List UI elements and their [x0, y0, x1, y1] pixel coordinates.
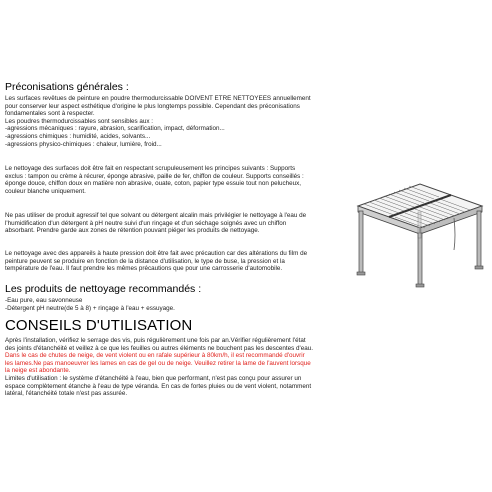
produit-text — [5, 212, 306, 235]
text-line: -Eau pure, eau savonneuse — [5, 297, 83, 304]
text-line: des joints d'étanchéité et veillez à ce que les feuilles ou autres éléments ne bouchent pas les descentes d'eau. — [5, 344, 314, 352]
pergola-illustration — [350, 178, 488, 288]
nettoyage-text — [5, 165, 304, 195]
pression-text — [5, 250, 307, 273]
text-line: -agressions chimiques : humidité, acides, solvants... — [5, 132, 151, 140]
text-line: couleur blanche uniquement. — [5, 187, 86, 195]
text-line: Après l'installation, vérifiez le serrage des vis, puis régulièrement une fois par an.Vérifier régulièrement l'état — [5, 337, 306, 344]
text-line: fondamentales sont à respecter. — [5, 110, 95, 118]
text-line: absorbant. Prendre garde aux zones de rétention pouvant piéger les produits de nettoyage. — [5, 227, 260, 235]
text-line: Le nettoyage des surfaces doit être fait en respectant scrupuleusement les principes suivants : Supports — [5, 165, 296, 172]
text-line: pour conserver leur aspect esthétique d'origine le plus longtemps possible. Cependant des préconisations — [5, 102, 300, 110]
produits-title: Les produits de nettoyage recommandés : — [5, 283, 202, 295]
text-line: éponge douce, chiffon doux en matière non abrasive, ouate, coton, papier type essuie tout non pelucheux, — [5, 180, 302, 188]
text-line: -Détergent pH neutre(de 5 à 8) + rinçage à l'eau + essuyage. — [5, 304, 175, 312]
text-line: Le nettoyage avec des appareils à haute pression doit être fait avec précaution car des altérations du film de — [5, 250, 308, 257]
text-line: Les poudres thermodurcissables sont sensibles aux : — [5, 117, 154, 125]
text-line: Les surfaces revêtues de peinture en poudre thermodurcissable DOIVENT ETRE NETTOYEES annuellement — [5, 95, 311, 102]
text-line: Limites d'utilisation : le système d'étanchéité à l'eau, bien que performant, n'est pas conçu pour assurer un — [5, 375, 302, 382]
text-line: espace complètement étanche à l'eau de type véranda. En cas de fortes pluies ou de vent violent, notamment — [5, 382, 312, 390]
text-line: température de l'eau. Il faut prendre les mêmes précautions que pour une carrosserie d'automobile. — [5, 265, 283, 273]
conseils-text — [5, 337, 313, 352]
text-line: latéral, l'étanchéité totale n'est pas assurée. — [5, 390, 128, 398]
text-line: Dans le cas de chutes de neige, de vent violent ou en rafale supérieur à 80km/h, il est recommandé d'ouvrir — [5, 352, 305, 359]
neige-warning-text — [5, 352, 311, 375]
text-line: l'humidification d'un détergent à pH neutre suivi d'un rinçage et d'un séchage soignés avec un chiffon — [5, 219, 287, 227]
text-line: exclus : tampon ou crème à récurer, éponge abrasive, paille de fer, chiffon de couleur. Supports conseillés : — [5, 172, 304, 180]
preconisations-text — [5, 95, 311, 148]
conseils-title: CONSEILS D'UTILISATION — [5, 317, 193, 334]
text-line: la neige est abondante. — [5, 367, 71, 375]
text-line: -agressions mécaniques : rayure, abrasion, scarification, impact, déformation... — [5, 125, 225, 133]
preconisations-title: Préconisations générales : — [5, 81, 129, 93]
text-line: Ne pas utiliser de produit agressif tel que solvant ou détergent alcalin mais privilégier le nettoyage à l'eau de — [5, 212, 307, 219]
text-line: -agressions physico-chimiques : chaleur, lumière, froid... — [5, 140, 162, 148]
text-line: peinture peuvent se produire en fonction de la distance d'utilisation, le type de buse, la pression et la — [5, 257, 285, 265]
produits-text — [5, 297, 175, 312]
text-line: les lames.Ne pas manoeuvrer les lames en cas de gel ou de neige. Veuillez retirer la lame de l'auvent lorsque — [5, 359, 311, 367]
limites-text — [5, 375, 311, 398]
